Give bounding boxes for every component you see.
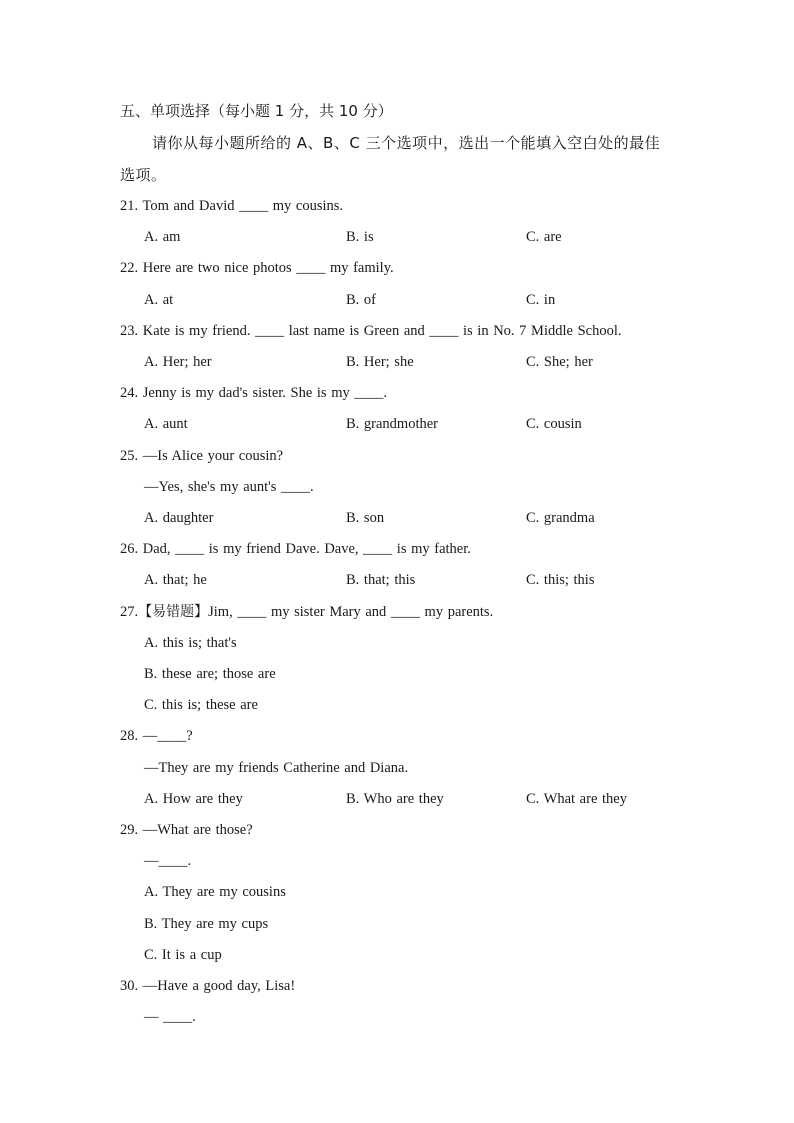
section-instruction-line1: 请你从每小题所给的 A、B、C 三个选项中，选出一个能填入空白处的最佳 [152, 134, 661, 152]
question-27-option-a[interactable]: A. this is; that's [144, 635, 237, 651]
question-28-option-b[interactable]: B. Who are they [346, 791, 444, 807]
question-28-option-a[interactable]: A. How are they [144, 791, 243, 807]
question-25-option-a[interactable]: A. daughter [144, 510, 214, 526]
question-27-option-c[interactable]: C. this is; these are [144, 697, 258, 713]
error-prone-tag: 【易错题】 [138, 604, 209, 620]
question-22-option-b[interactable]: B. of [346, 292, 376, 308]
question-23-option-a[interactable]: A. Her; her [144, 354, 212, 370]
question-28-reply: —They are my friends Catherine and Diana. [144, 760, 409, 776]
question-22-option-a[interactable]: A. at [144, 292, 174, 308]
question-26-option-b[interactable]: B. that; this [346, 572, 416, 588]
question-27-stem [120, 602, 493, 622]
question-22-stem: 22. Here are two nice photos ____ my family. [120, 260, 394, 276]
question-29-reply: —____. [144, 853, 192, 869]
question-22-option-c[interactable]: C. in [526, 292, 556, 308]
question-24-option-a[interactable]: A. aunt [144, 416, 188, 432]
section-instruction-line2: 选项。 [120, 166, 167, 184]
question-29-option-c[interactable]: C. It is a cup [144, 947, 222, 963]
question-21-option-b[interactable]: B. is [346, 229, 374, 245]
question-25-reply: —Yes, she's my aunt's ____. [144, 479, 314, 495]
question-29-stem: 29. —What are those? [120, 822, 253, 838]
question-27-number: 27. [120, 604, 139, 620]
question-25-option-b[interactable]: B. son [346, 510, 385, 526]
question-23-stem: 23. Kate is my friend. ____ last name is Green and ____ is in No. 7 Middle School. [120, 323, 622, 339]
question-30-stem: 30. —Have a good day, Lisa! [120, 978, 296, 994]
question-25-stem: 25. —Is Alice your cousin? [120, 448, 284, 464]
question-27-option-b[interactable]: B. these are; those are [144, 666, 276, 682]
section-title: 五、单项选择（每小题 1 分，共 10 分） [120, 102, 393, 120]
question-24-option-b[interactable]: B. grandmother [346, 416, 439, 432]
question-28-option-c[interactable]: C. What are they [526, 791, 627, 807]
question-23-option-b[interactable]: B. Her; she [346, 354, 414, 370]
question-28-stem: 28. —____? [120, 728, 193, 744]
question-21-option-c[interactable]: C. are [526, 229, 562, 245]
question-26-option-c[interactable]: C. this; this [526, 572, 595, 588]
question-29-option-b[interactable]: B. They are my cups [144, 916, 269, 932]
question-25-option-c[interactable]: C. grandma [526, 510, 595, 526]
question-29-option-a[interactable]: A. They are my cousins [144, 884, 286, 900]
question-26-option-a[interactable]: A. that; he [144, 572, 207, 588]
question-21-option-a[interactable]: A. am [144, 229, 181, 245]
question-24-stem: 24. Jenny is my dad's sister. She is my ____. [120, 385, 387, 401]
question-23-option-c[interactable]: C. She; her [526, 354, 593, 370]
question-24-option-c[interactable]: C. cousin [526, 416, 582, 432]
question-21-stem: 21. Tom and David ____ my cousins. [120, 198, 344, 214]
question-27-stem-text: Jim, ____ my sister Mary and ____ my parents. [208, 604, 494, 620]
question-26-stem: 26. Dad, ____ is my friend Dave. Dave, ____ is my father. [120, 541, 471, 557]
question-30-reply: — ____. [144, 1009, 196, 1025]
